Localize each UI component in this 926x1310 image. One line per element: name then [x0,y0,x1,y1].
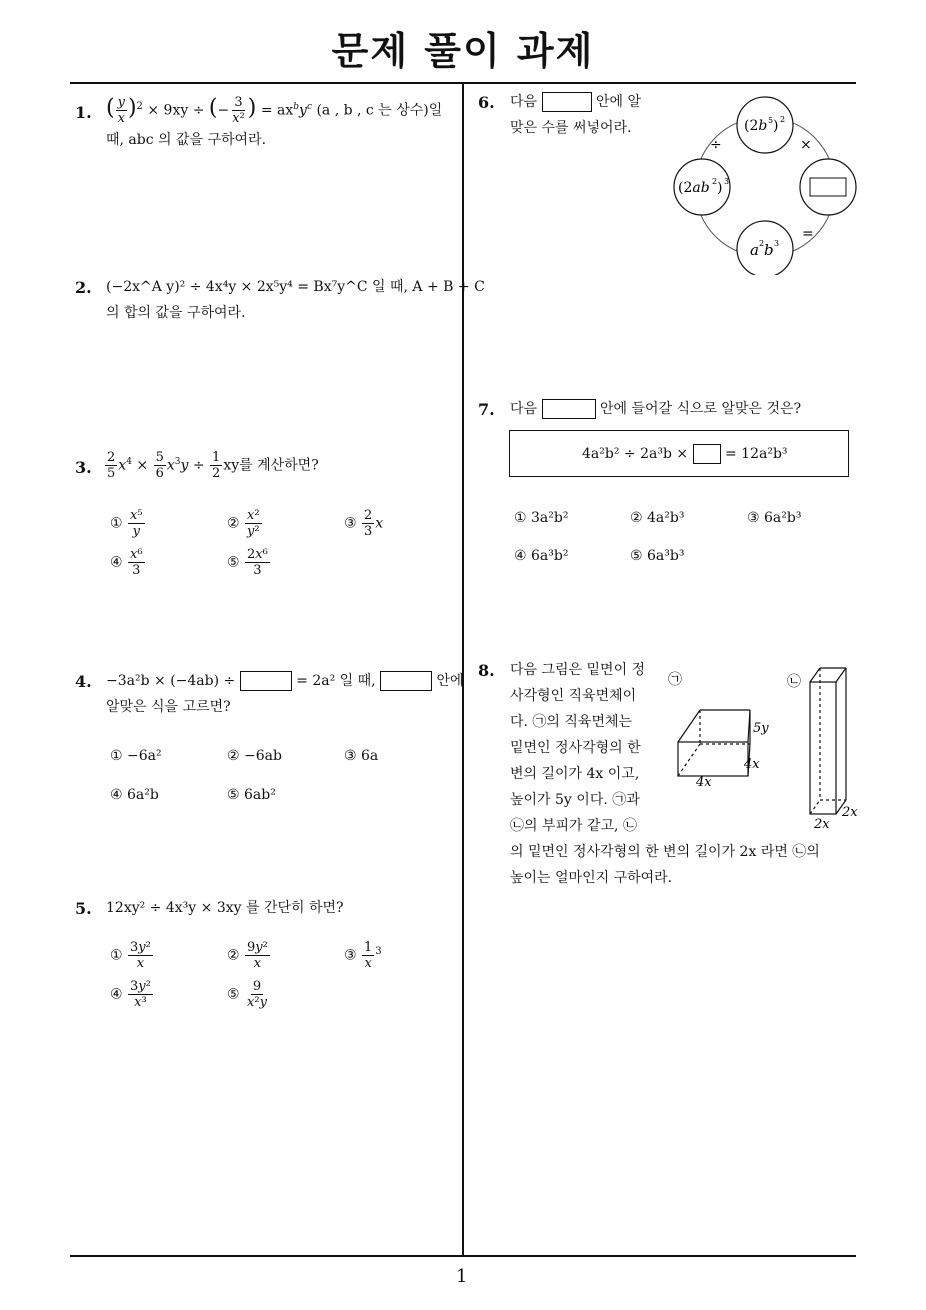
q8-line-7: ㉡의 부피가 같고, ㉡ [510,818,637,834]
q3-number: 3. [75,458,92,477]
q4-blank-2 [380,671,432,691]
q2-line1: (−2x^A y)² ÷ 4x⁴y × 2x⁵y⁴ = Bx⁷y^C 일 때, A + B + C [106,279,485,295]
page-number: 1 [456,1266,468,1287]
q8-dim-a-width: 4x [696,775,712,790]
q3-expression: $\frac{2}{5}$ $x^4$ × $\frac{5}{6}$ $x^3y$ ÷ $\frac{1}{2}$ xy를 계산하면? [107,450,319,482]
q6-cycle-diagram [670,95,860,275]
q4-line1: −3a²b × (−4ab) ÷ = 2a² 일 때, 안에 [106,673,464,689]
q7-equation-box [509,430,849,477]
q2-line2: 의 합의 값을 구하여라. [106,305,246,321]
q1-number: 1. [75,103,92,122]
q8-dim-b-width: 2x [814,817,830,832]
bottom-rule [70,1255,856,1257]
q7-eq-left: 4a²b² ÷ 2a³b × [582,446,689,462]
q8-dim-a-height: 5y [753,721,769,736]
q8-label-b: ㉡ [787,674,801,690]
q6-line2: 맞은 수를 써넣어라. [510,120,632,136]
q4-blank-1 [240,671,292,691]
q4-option-4: ④ 6a²b [110,787,159,803]
q8-line-3: 다. ㉠의 직육면체는 [510,714,633,730]
q7-option-5: ⑤ 6a³b³ [630,548,685,564]
q3-tail: xy를 계산하면? [223,457,319,474]
q5-option-4: ④ $\frac{\text{3y²}}{\text{x³}}$ [110,979,151,1010]
svg-text:2: 2 [780,115,786,124]
q7-line1: 다음 안에 들어갈 식으로 알맞은 것은? [510,401,802,417]
q6-op-multiply: × [800,137,812,153]
svg-text:3: 3 [774,239,780,248]
q1-tail: × 9xy ÷ [142,102,209,119]
q2-number: 2. [75,278,92,297]
q4-option-5: ⑤ 6ab² [227,787,276,803]
svg-text:(2ab: (2ab [678,180,710,196]
q6-number: 6. [478,93,495,112]
q4-option-3: ③ 6a [344,748,379,764]
q7-option-3: ③ 6a²b³ [747,510,802,526]
svg-text:a: a [750,241,759,259]
svg-text:2: 2 [759,239,765,248]
q4-number: 4. [75,672,92,691]
q6-op-divide: ÷ [710,137,722,153]
q8-dim-a-depth: 4x [744,757,760,772]
svg-text:): ) [773,118,779,134]
q6-op-equals: = [802,226,814,242]
q6-line1: 다음 안에 알 [510,94,641,110]
svg-text:(2b: (2b [744,118,768,134]
q8-line-1: 다음 그림은 밑면이 정 [510,662,646,678]
q1-line2: 때, abc 의 값을 구하여라. [106,132,267,148]
q7-eq-right: = 12a²b³ [725,446,788,462]
q4-option-1: ① −6a² [110,748,162,764]
q8-line-5: 변의 길이가 4x 이고, [510,766,640,782]
q8-line-6: 높이가 5y 이다. ㉠과 [510,792,640,808]
svg-text:3: 3 [724,177,730,186]
q7-number: 7. [478,400,495,419]
q8-label-a: ㉠ [668,672,682,688]
svg-text:b: b [764,241,774,259]
q1-line1: ( $\frac{y}{x}$ )$^2$ × 9xy ÷ (− $\frac{3}{\text{x²}}$ ) = $ax^by^c$ (a , b , c 는 상수)일 [106,95,443,127]
q7-option-2: ② 4a²b³ [630,510,685,526]
q1-end: (a , b , c 는 상수)일 [316,102,443,119]
page-title: 문제 풀이 과제 [331,29,595,73]
q3-option-1: ① $\frac{\text{x⁵}}{y}$ [110,508,143,539]
svg-text:): ) [717,180,723,196]
q7-blank [542,399,596,419]
q8-line-2: 사각형인 직육면체이 [510,688,637,704]
q8-cuboid-figures [660,660,860,832]
q6-answer-box [810,178,846,196]
svg-text:5: 5 [768,116,774,125]
q8-number: 8. [478,661,495,680]
q5-option-2: ② $\frac{\text{9y²}}{x}$ [227,940,268,971]
q1-eq: = ax [256,102,294,119]
q5-option-3: ③ $\frac{1}{x}$ $^3$ [344,940,382,971]
q8-dim-b-depth: 2x [842,805,858,820]
q8-cuboid-a [678,710,750,776]
q7-option-1: ① 3a²b² [514,510,569,526]
svg-text:2: 2 [712,177,718,186]
q5-option-1: ① $\frac{\text{3y²}}{x}$ [110,940,151,971]
q3-option-3: ③ $\frac{2}{3}$ x [344,508,384,539]
q3-option-5: ⑤ $\frac{\text{2x⁶}}{3}$ [227,547,268,578]
q5-option-5: ⑤ $\frac{9}{\text{x²y}}$ [227,979,267,1010]
q8-line-9: 높이는 얼마인지 구하여라. [510,870,673,886]
q8-line-8: 의 밑면인 정사각형의 한 변의 길이가 2x 라면 ㉡의 [510,844,820,860]
q3-option-4: ④ $\frac{\text{x⁶}}{3}$ [110,547,143,578]
q6-blank [542,92,592,112]
q7-option-4: ④ 6a³b² [514,548,569,564]
q7-eq-blank [693,444,721,464]
q5-line1: 12xy² ÷ 4x³y × 3xy 를 간단히 하면? [106,900,344,916]
q4-line2: 알맞은 식을 고르면? [106,699,231,715]
q4-option-2: ② −6ab [227,748,282,764]
q8-cuboid-b [810,668,846,814]
q8-line-4: 밑면인 정사각형의 한 [510,740,641,756]
q5-number: 5. [75,899,92,918]
q3-option-2: ② $\frac{\text{x²}}{\text{y²}}$ [227,508,260,539]
